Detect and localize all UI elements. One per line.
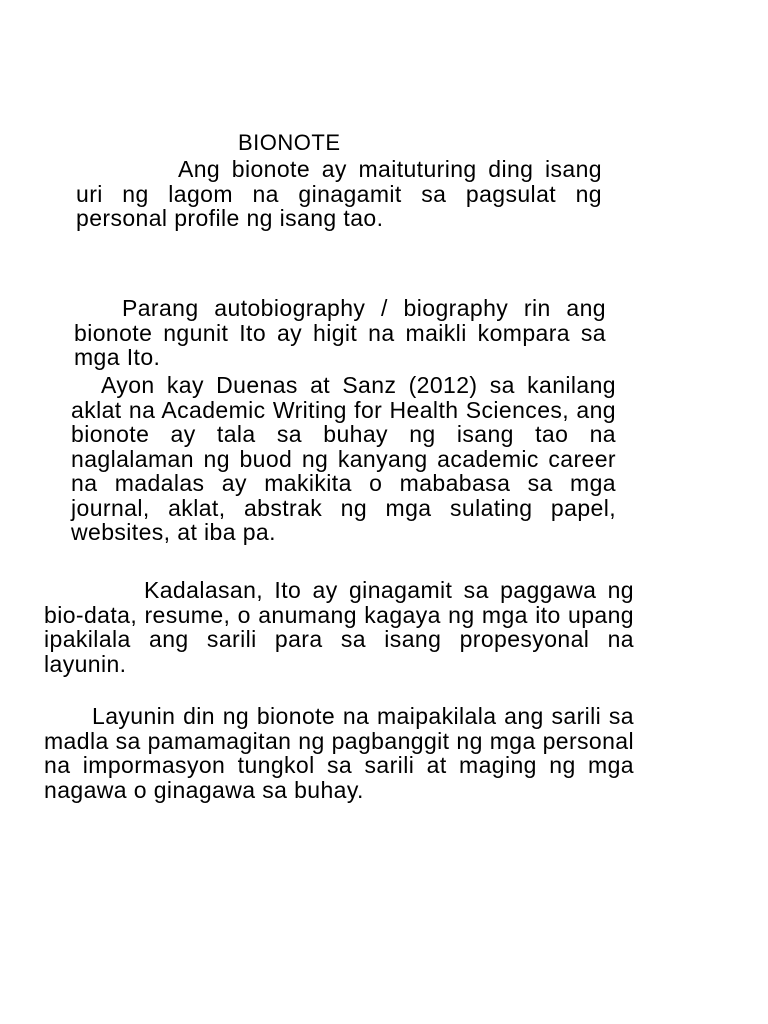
page-title: BIONOTE	[238, 130, 341, 155]
paragraph-comparison: Parang autobiography / biography rin ang bionote ngunit Ito ay higit na maikli kompara sa mga Ito.	[74, 295, 606, 370]
paragraph-purpose: Layunin din ng bionote na maipakilala ang sarili sa madla sa pamamagitan ng pagbanggit ng mga personal na impormasyon tungkol sa sarili at maging ng mga nagawa o ginagawa sa buhay.	[44, 703, 634, 803]
paragraph-source: Ayon kay Duenas at Sanz (2012) sa kanilang aklat na Academic Writing for Health Sciences, ang bionote ay tala sa buhay ng isang tao na naglalaman ng buod ng kanyang academic career na madalas ay makikita o mababasa sa mga journal, aklat, abstrak ng mga sulating papel, websites, at iba pa.	[71, 372, 616, 545]
paragraph-definition: Ang bionote ay maituturing ding isang uri ng lagom na ginagamit sa pagsulat ng personal profile ng isang tao.	[76, 156, 602, 231]
paragraph-usage: Kadalasan, Ito ay ginagamit sa paggawa ng bio-data, resume, o anumang kagaya ng mga ito upang ipakilala ang sarili para sa isang propesyonal na layunin.	[44, 577, 634, 677]
